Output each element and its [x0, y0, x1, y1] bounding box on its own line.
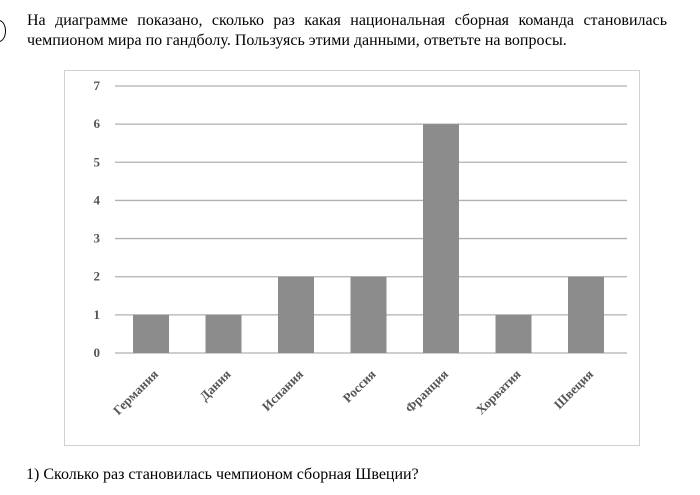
y-tick-label: 2 — [93, 268, 100, 284]
x-category-label: Германия — [109, 366, 162, 418]
y-tick-label: 7 — [93, 78, 100, 93]
bar-5 — [423, 124, 459, 353]
y-tick-label: 3 — [93, 230, 100, 246]
y-tick-label: 0 — [93, 345, 100, 360]
x-category-label: Франция — [402, 366, 452, 416]
question-text: 1) Сколько раз становилась чемпионом сборная Швеции? — [26, 466, 419, 483]
x-category-label: Хорватия — [472, 366, 524, 418]
bar-4 — [351, 277, 387, 353]
x-axis-labels — [110, 367, 596, 418]
y-tick-label: 4 — [93, 192, 100, 208]
x-category-label: Россия — [339, 366, 379, 406]
y-tick-label: 5 — [93, 154, 100, 170]
bar-6 — [496, 315, 532, 353]
y-tick-label: 6 — [93, 116, 100, 132]
x-category-label: Швеция — [550, 366, 597, 412]
intro-text: На диаграмме показано, сколько раз какая национальная сборная команда становилась чемпионом мира по гандболу. Пользуясь этими данными, ответьте на вопросы. — [27, 12, 667, 49]
question-number-marker — [0, 20, 6, 42]
bar-3 — [278, 277, 314, 353]
y-tick-label: 1 — [93, 306, 100, 322]
bar-1 — [133, 315, 169, 353]
chart-frame — [64, 70, 640, 446]
bar-7 — [568, 277, 604, 353]
x-category-label: Дания — [196, 366, 234, 404]
bar-2 — [206, 315, 242, 353]
x-category-label: Испания — [258, 366, 307, 414]
bar-chart — [65, 71, 641, 447]
y-axis-ticks — [94, 78, 101, 360]
